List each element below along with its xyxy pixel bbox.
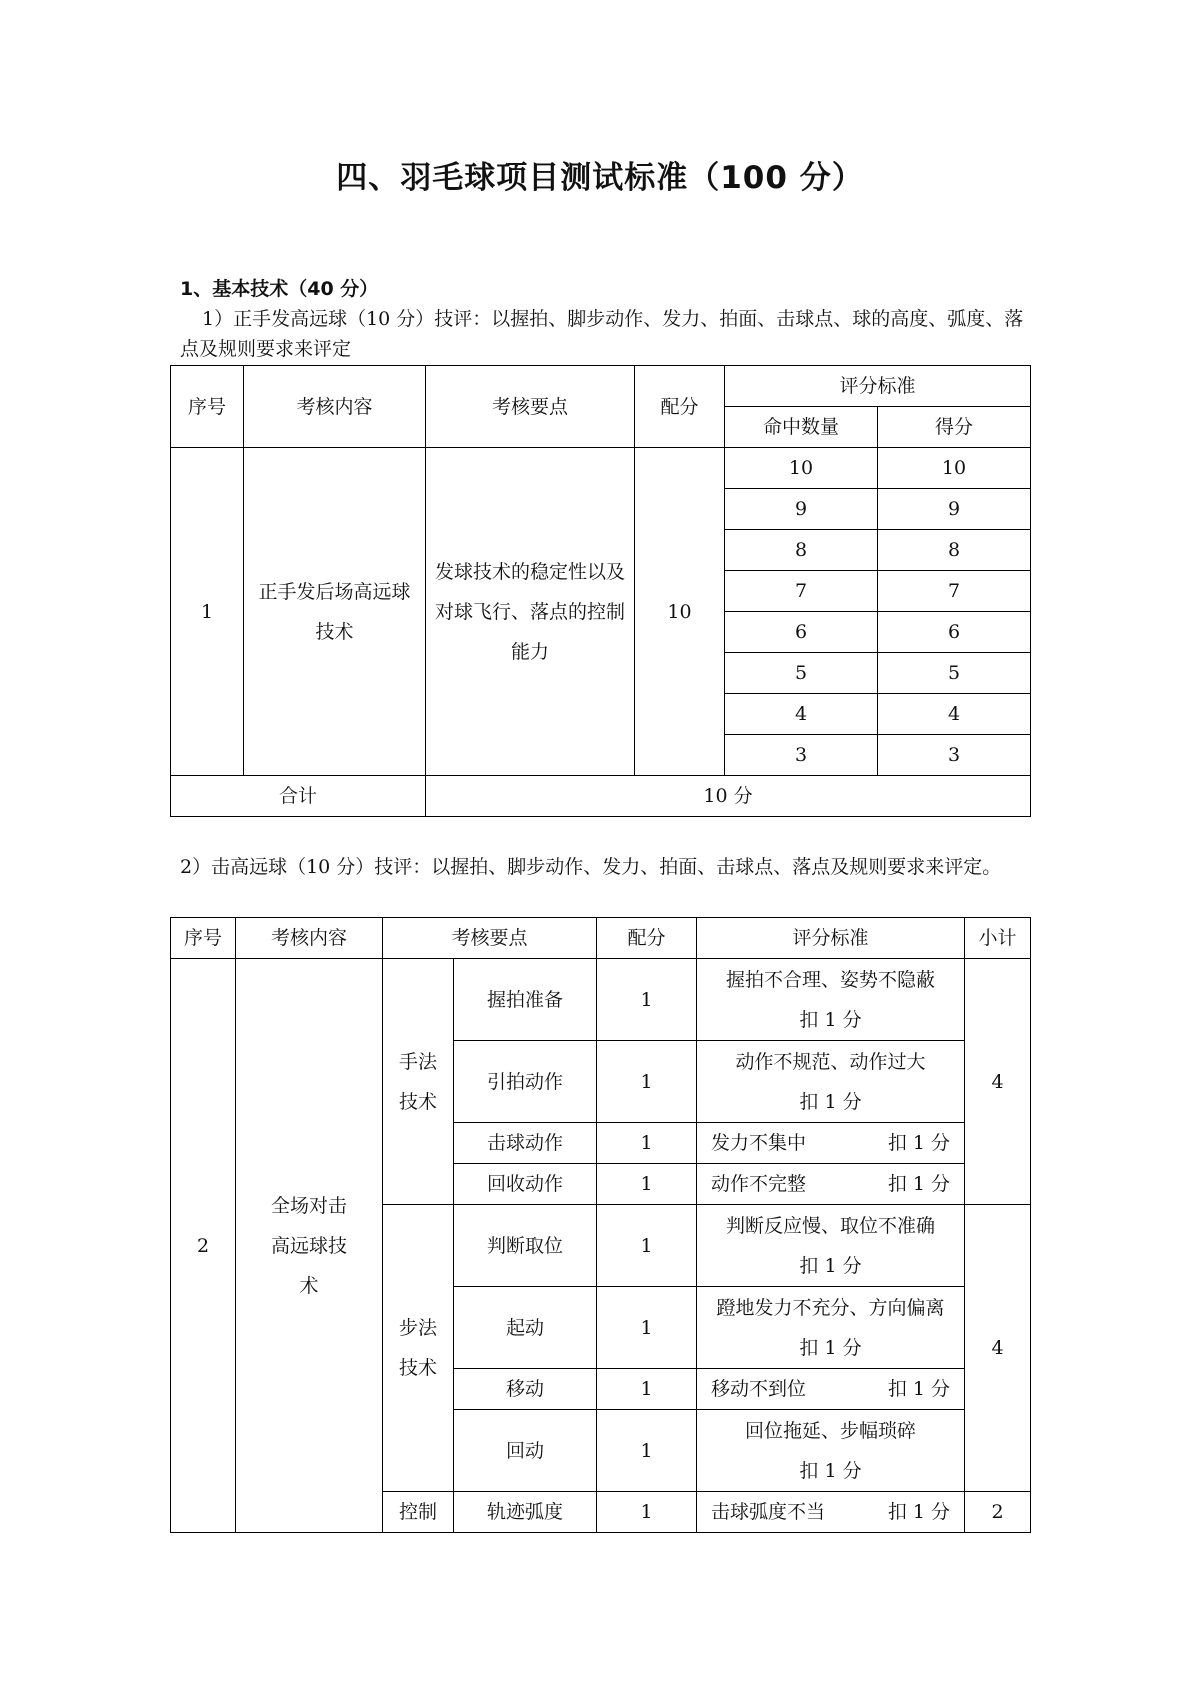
- row-score: 10: [635, 448, 725, 776]
- subtotal-foot: 4: [965, 1205, 1031, 1492]
- header-point: 考核要点: [426, 366, 635, 448]
- got-cell: 3: [878, 735, 1031, 776]
- point-cell: 判断取位: [454, 1205, 597, 1287]
- score-cell: 1: [597, 1041, 697, 1123]
- header-score: 配分: [635, 366, 725, 448]
- point-cell: 回动: [454, 1410, 597, 1492]
- criteria-cell: [697, 1041, 965, 1123]
- header-score: 配分: [597, 918, 697, 959]
- criteria-text: 移动不到位: [711, 1378, 807, 1400]
- item2-description: 2）击高远球（10 分）技评：以握拍、脚步动作、发力、拍面、击球点、落点及规则要求来评定。: [180, 856, 1002, 878]
- criteria-text: 动作不完整: [711, 1173, 807, 1195]
- header-no: 序号: [171, 918, 236, 959]
- score-cell: 1: [597, 1123, 697, 1164]
- table-row: [171, 959, 1031, 1041]
- criteria-deduction: 扣 1 分: [887, 1173, 951, 1195]
- subtotal-control: 2: [965, 1492, 1031, 1533]
- criteria-deduction: 扣 1 分: [887, 1378, 951, 1400]
- criteria-text: 击球弧度不当: [711, 1501, 826, 1523]
- section-heading-basic-technique: 1、基本技术（40 分）: [180, 278, 379, 300]
- page-title: 四、羽毛球项目测试标准（100 分）: [336, 160, 864, 196]
- header-got: 得分: [878, 407, 1031, 448]
- score-cell: 1: [597, 1205, 697, 1287]
- group-control: 控制: [383, 1492, 454, 1533]
- got-cell: 4: [878, 694, 1031, 735]
- hits-cell: 8: [725, 530, 878, 571]
- score-cell: 1: [597, 1369, 697, 1410]
- criteria-cell: [697, 1492, 965, 1533]
- header-subtotal: 小计: [965, 918, 1031, 959]
- hits-cell: 9: [725, 489, 878, 530]
- item1-description: 1）正手发高远球（10 分）技评：以握拍、脚步动作、发力、拍面、击球点、球的高度、弧度、落点及规则要求来评定: [180, 308, 1024, 360]
- score-cell: 1: [597, 959, 697, 1041]
- point-cell: 轨迹弧度: [454, 1492, 597, 1533]
- subtotal-hand: 4: [965, 959, 1031, 1205]
- table-row: [171, 448, 1031, 489]
- score-cell: 1: [597, 1410, 697, 1492]
- criteria-cell: [697, 1287, 965, 1369]
- got-cell: 8: [878, 530, 1031, 571]
- hits-cell: 10: [725, 448, 878, 489]
- score-cell: 1: [597, 1492, 697, 1533]
- criteria-cell: [697, 1369, 965, 1410]
- header-criteria: 评分标准: [697, 918, 965, 959]
- row-content: 全场对击高远球技术: [236, 959, 383, 1533]
- point-cell: 握拍准备: [454, 959, 597, 1041]
- got-cell: 6: [878, 612, 1031, 653]
- point-cell: 起动: [454, 1287, 597, 1369]
- header-point: 考核要点: [383, 918, 597, 959]
- header-no: 序号: [171, 366, 244, 448]
- got-cell: 5: [878, 653, 1031, 694]
- got-cell: 7: [878, 571, 1031, 612]
- header-hits: 命中数量: [725, 407, 878, 448]
- criteria-cell: [697, 1123, 965, 1164]
- point-cell: 回收动作: [454, 1164, 597, 1205]
- forehand-serve-score-table: [170, 365, 1031, 817]
- got-cell: 9: [878, 489, 1031, 530]
- row-point: 发球技术的稳定性以及对球飞行、落点的控制能力: [426, 448, 635, 776]
- header-criteria: 评分标准: [725, 366, 1031, 407]
- row-no: 2: [171, 959, 236, 1533]
- criteria-deduction: 扣 1 分: [799, 1008, 862, 1031]
- criteria-deduction: 扣 1 分: [799, 1254, 862, 1277]
- criteria-cell: [697, 1410, 965, 1492]
- criteria-deduction: 扣 1 分: [799, 1090, 862, 1113]
- total-row: [171, 776, 1031, 817]
- header-content: 考核内容: [236, 918, 383, 959]
- row-no: 1: [171, 448, 244, 776]
- score-cell: 1: [597, 1287, 697, 1369]
- total-label: 合计: [171, 776, 426, 817]
- criteria-text: 动作不规范、动作过大: [735, 1050, 926, 1073]
- criteria-deduction: 扣 1 分: [799, 1459, 862, 1482]
- criteria-cell: [697, 959, 965, 1041]
- total-value: 10 分: [426, 776, 1031, 817]
- header-content: 考核内容: [244, 366, 426, 448]
- hits-cell: 6: [725, 612, 878, 653]
- criteria-text: 发力不集中: [711, 1132, 807, 1154]
- criteria-deduction: 扣 1 分: [799, 1336, 862, 1359]
- group-foot: 步法技术: [383, 1205, 454, 1492]
- criteria-deduction: 扣 1 分: [887, 1501, 951, 1523]
- point-cell: 引拍动作: [454, 1041, 597, 1123]
- hits-cell: 7: [725, 571, 878, 612]
- criteria-deduction: 扣 1 分: [887, 1132, 951, 1154]
- group-hand: 手法技术: [383, 959, 454, 1205]
- criteria-text: 握拍不合理、姿势不隐蔽: [726, 968, 936, 991]
- criteria-cell: [697, 1205, 965, 1287]
- got-cell: 10: [878, 448, 1031, 489]
- row-content: 正手发后场高远球技术: [244, 448, 426, 776]
- criteria-text: 蹬地发力不充分、方向偏离: [716, 1296, 945, 1319]
- hits-cell: 4: [725, 694, 878, 735]
- clear-shot-score-table: [170, 917, 1031, 1533]
- hits-cell: 5: [725, 653, 878, 694]
- hits-cell: 3: [725, 735, 878, 776]
- criteria-text: 判断反应慢、取位不准确: [726, 1214, 936, 1237]
- score-cell: 1: [597, 1164, 697, 1205]
- point-cell: 移动: [454, 1369, 597, 1410]
- point-cell: 击球动作: [454, 1123, 597, 1164]
- criteria-cell: [697, 1164, 965, 1205]
- criteria-text: 回位拖延、步幅琐碎: [745, 1419, 917, 1442]
